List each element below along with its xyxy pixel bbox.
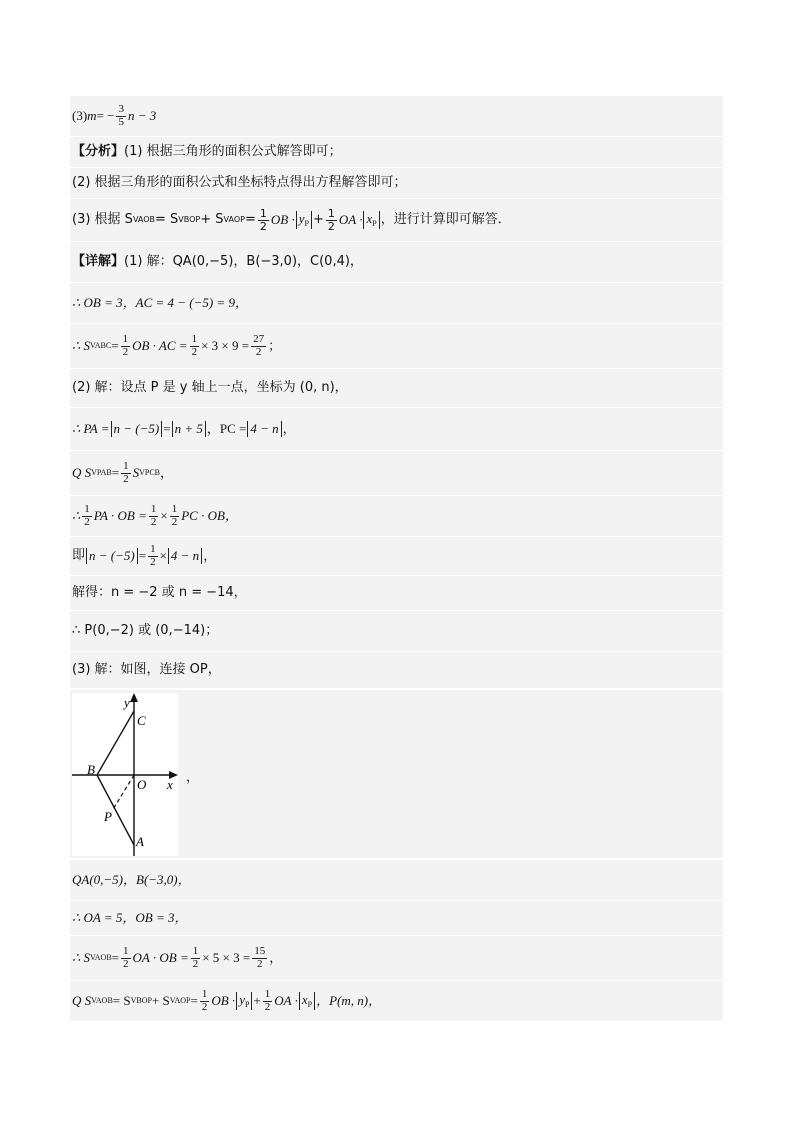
figure-comma: ， — [186, 770, 200, 785]
segment-op — [112, 775, 134, 811]
detail-line-9: 解得：n = −2 或 n = −14， — [70, 576, 723, 611]
analysis-line-2: (2) 根据三角形的面积公式和坐标特点得出方程解答即可； — [70, 168, 723, 199]
analysis-line-1: 【分析】 (1) 根据三角形的面积公式解答即可； — [70, 137, 723, 168]
solution-page-continued — [70, 860, 723, 1022]
answer-line-3: (3) m = − $\frac{3}{5}$ n − 3 — [70, 96, 723, 137]
detail-line-7: ∴ $\frac{1}{2}$ PA · OB = $\frac{1}{2}$ × $\frac{1}{2}$ PC · OB， — [70, 496, 723, 537]
detail-line-14: ∴ S VAOB = $\frac{1}{2}$ OA · OB = $\frac{1}{2}$ × 5 × 3 = $\frac{15}{2}$ ， — [70, 936, 723, 981]
detail-line-2: ∴ OB = 3，AC = 4 − (−5) = 9， — [70, 283, 723, 324]
triangle-diagram — [72, 693, 178, 856]
segment-bc — [97, 711, 134, 775]
label-y: y — [124, 695, 130, 710]
analysis-line-3: (3) 根据 S VAOB = S VBOP + S VAOP = $\frac{1}{2}$ OB · $y_P$ + $\frac{1}{2}$ OA · $x_P$ ，进行计算即可解答． — [70, 199, 723, 242]
detail-line-15: Q S VAOB = S VBOP + S VAOP = $\frac{1}{2}$ OB · $y_P$ + $\frac{1}{2}$ OA · $x_P$ ，P(m, n)， — [70, 981, 723, 1022]
label-p: P — [104, 809, 112, 824]
label-x: x — [167, 777, 173, 792]
solution-page — [70, 96, 723, 689]
y-axis-arrow — [130, 693, 138, 702]
segment-ba — [97, 775, 134, 845]
label-o: O — [137, 777, 147, 792]
detail-line-8: 即 n − (−5) = $\frac{1}{2}$ × 4 − n ， — [70, 537, 723, 576]
detail-line-3: ∴ S VABC = $\frac{1}{2}$ OB · AC = $\frac{1}{2}$ × 3 × 9 = $\frac{27}{2}$ ； — [70, 324, 723, 369]
detail-line-13: ∴ OA = 5，OB = 3， — [70, 901, 723, 936]
label-c: C — [137, 713, 146, 728]
detail-line-6: Q S VPAB = $\frac{1}{2}$ S VPCB ， — [70, 451, 723, 496]
detail-line-12: QA(0,−5)，B(−3,0)， — [70, 860, 723, 901]
detail-line-4: (2) 解：设点 P 是 y 轴上一点，坐标为 (0, n)， — [70, 369, 723, 408]
detail-line-1: 【详解】 (1) 解：QA(0,−5)，B(−3,0)，C(0,4)， — [70, 242, 723, 283]
detail-line-10: ∴ P(0,−2) 或 (0,−14)； — [70, 611, 723, 652]
fraction: $\frac{3}{5}$ — [118, 102, 124, 128]
detail-line-11: (3) 解：如图，连接 OP， — [70, 652, 723, 689]
coordinate-figure — [72, 693, 178, 856]
label-a: A — [136, 834, 144, 849]
label-b: B — [87, 762, 95, 777]
detail-line-5: ∴ PA = n − (−5) = n + 5 ，PC = 4 − n ， — [70, 408, 723, 451]
